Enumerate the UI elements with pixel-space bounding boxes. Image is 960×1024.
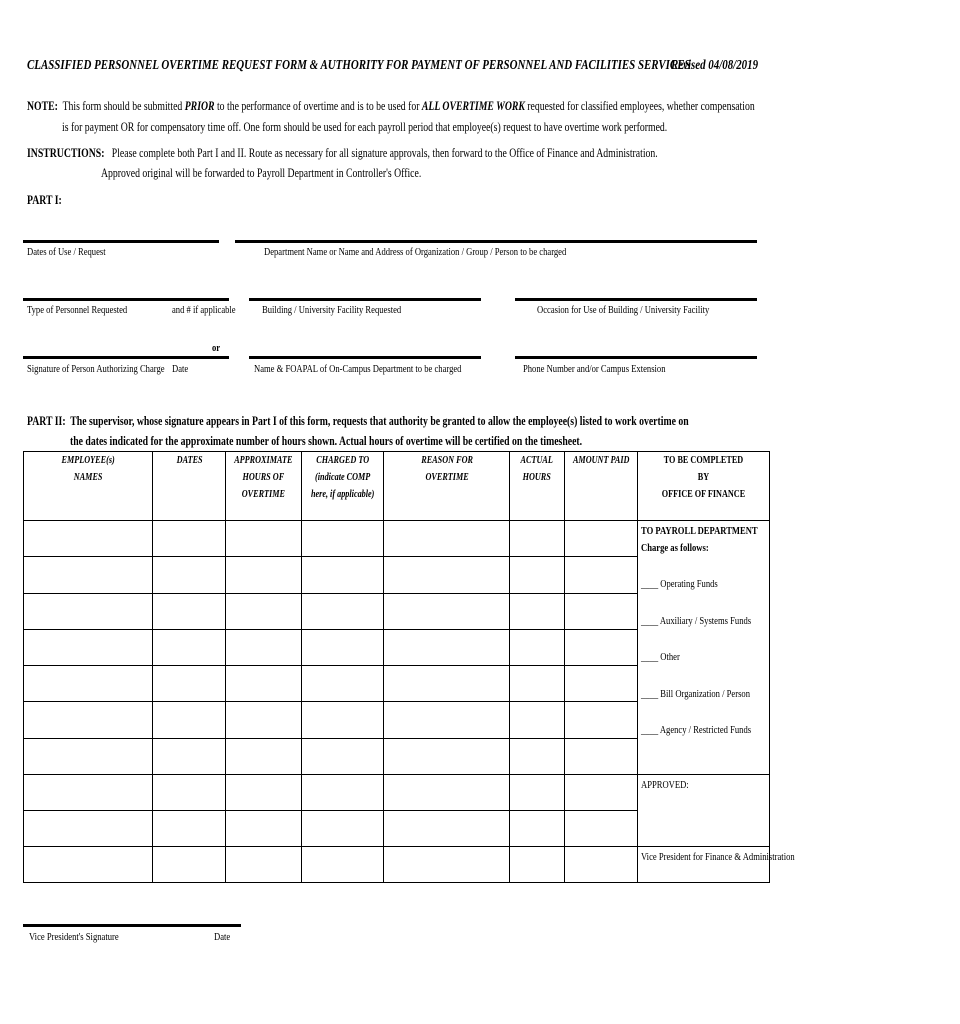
- charge-as-label: Charge as follows:: [641, 542, 709, 554]
- cell-charged-to[interactable]: [302, 775, 384, 811]
- cell-charged-to[interactable]: [302, 593, 384, 629]
- finance-approved-section[interactable]: [638, 775, 770, 847]
- cell-reason[interactable]: [384, 775, 510, 811]
- part2-line-1: PART II: The supervisor, whose signature appears in Part I of this form, requests that authority be granted to allow the employee(s) listed to work overtime on: [27, 414, 689, 428]
- dates-field-line[interactable]: [23, 240, 219, 243]
- part1-heading: PART I:: [27, 193, 62, 207]
- cell-dates[interactable]: [152, 738, 226, 774]
- dates-label: Dates of Use / Request: [27, 246, 106, 258]
- header-employee-names: EMPLOYEE(s) NAMES: [24, 452, 153, 521]
- cell-amount[interactable]: [564, 847, 637, 883]
- signature-label: Signature of Person Authorizing Charge: [27, 363, 165, 375]
- cell-actual-hours[interactable]: [510, 811, 564, 847]
- cell-approx-hours[interactable]: [226, 847, 302, 883]
- cell-dates[interactable]: [152, 811, 226, 847]
- overtime-table: [23, 451, 795, 883]
- cell-employee[interactable]: [24, 666, 153, 702]
- cell-approx-hours[interactable]: [226, 811, 302, 847]
- cell-approx-hours[interactable]: [226, 738, 302, 774]
- revised-date: Revised 04/08/2019: [671, 58, 759, 73]
- vp-signature-line[interactable]: [23, 924, 241, 927]
- part2-label: PART II:: [27, 414, 66, 428]
- cell-approx-hours[interactable]: [226, 521, 302, 557]
- cell-employee[interactable]: [24, 738, 153, 774]
- option-agency-funds[interactable]: ____ Agency / Restricted Funds: [641, 724, 752, 736]
- cell-reason[interactable]: [384, 666, 510, 702]
- cell-amount[interactable]: [564, 557, 637, 593]
- cell-actual-hours[interactable]: [510, 702, 564, 738]
- cell-amount[interactable]: [564, 775, 637, 811]
- note-line-2: is for payment OR for compensatory time off. One form should be used for each payroll period that employee(s) request to have overtime work performed.: [62, 120, 668, 134]
- cell-approx-hours[interactable]: [226, 666, 302, 702]
- instructions-line-2: Approved original will be forwarded to Payroll Department in Controller's Office.: [101, 166, 422, 180]
- department-field-line[interactable]: [235, 240, 757, 243]
- cell-charged-to[interactable]: [302, 629, 384, 665]
- cell-employee[interactable]: [24, 775, 153, 811]
- table-row: [24, 847, 770, 883]
- cell-charged-to[interactable]: [302, 521, 384, 557]
- vp-finance-title: Vice President for Finance & Administration: [641, 851, 795, 863]
- header-actual-hours: ACTUAL HOURS: [510, 452, 564, 521]
- cell-employee[interactable]: [24, 557, 153, 593]
- cell-dates[interactable]: [152, 666, 226, 702]
- cell-actual-hours[interactable]: [510, 738, 564, 774]
- cell-employee[interactable]: [24, 811, 153, 847]
- cell-employee[interactable]: [24, 521, 153, 557]
- date-label: Date: [172, 363, 189, 375]
- cell-employee[interactable]: [24, 847, 153, 883]
- table-row: [24, 521, 770, 557]
- footer-date-label: Date: [214, 931, 231, 943]
- phone-field-line[interactable]: [515, 356, 757, 359]
- header-approx-hours: APPROXIMATE HOURS OF OVERTIME: [226, 452, 302, 521]
- cell-employee[interactable]: [24, 702, 153, 738]
- cell-actual-hours[interactable]: [510, 557, 564, 593]
- cell-reason[interactable]: [384, 593, 510, 629]
- option-auxiliary-funds[interactable]: ____ Auxiliary / Systems Funds: [641, 615, 752, 627]
- cell-charged-to[interactable]: [302, 738, 384, 774]
- cell-charged-to[interactable]: [302, 666, 384, 702]
- cell-dates[interactable]: [152, 557, 226, 593]
- cell-reason[interactable]: [384, 521, 510, 557]
- cell-amount[interactable]: [564, 702, 637, 738]
- table-header-row: [24, 452, 770, 521]
- cell-actual-hours[interactable]: [510, 847, 564, 883]
- cell-amount[interactable]: [564, 593, 637, 629]
- note-line-1: NOTE: This form should be submitted PRIOR to the performance of overtime and is to be used for ALL OVERTIME WORK requested for classified employees, whether compensation: [27, 99, 755, 113]
- finance-payroll-section: [638, 521, 770, 775]
- cell-charged-to[interactable]: [302, 557, 384, 593]
- cell-dates[interactable]: [152, 702, 226, 738]
- cell-charged-to[interactable]: [302, 702, 384, 738]
- or-label: or: [212, 342, 221, 354]
- cell-dates[interactable]: [152, 629, 226, 665]
- cell-amount[interactable]: [564, 521, 637, 557]
- all-overtime-emphasis: ALL OVERTIME WORK: [421, 99, 525, 113]
- cell-reason[interactable]: [384, 557, 510, 593]
- prior-emphasis: PRIOR: [184, 99, 215, 113]
- cell-dates[interactable]: [152, 521, 226, 557]
- option-bill-organization[interactable]: ____ Bill Organization / Person: [641, 688, 751, 700]
- cell-employee[interactable]: [24, 593, 153, 629]
- cell-employee[interactable]: [24, 629, 153, 665]
- cell-approx-hours[interactable]: [226, 593, 302, 629]
- cell-approx-hours[interactable]: [226, 702, 302, 738]
- cell-dates[interactable]: [152, 847, 226, 883]
- cell-amount[interactable]: [564, 811, 637, 847]
- cell-reason[interactable]: [384, 629, 510, 665]
- cell-reason[interactable]: [384, 702, 510, 738]
- cell-actual-hours[interactable]: [510, 521, 564, 557]
- approved-label: APPROVED:: [641, 779, 689, 791]
- part2-line-2: the dates indicated for the approximate number of hours shown. Actual hours of overtime will be certified on the timesheet.: [70, 434, 583, 448]
- cell-dates[interactable]: [152, 775, 226, 811]
- cell-approx-hours[interactable]: [226, 629, 302, 665]
- cell-reason[interactable]: [384, 738, 510, 774]
- header-amount-paid: AMOUNT PAID: [564, 452, 637, 521]
- cell-actual-hours[interactable]: [510, 666, 564, 702]
- phone-label: Phone Number and/or Campus Extension: [523, 363, 666, 375]
- cell-reason[interactable]: [384, 811, 510, 847]
- cell-amount[interactable]: [564, 738, 637, 774]
- to-payroll-label: TO PAYROLL DEPARTMENT: [641, 525, 758, 537]
- option-other[interactable]: ____ Other: [641, 651, 681, 663]
- vp-signature-label: Vice President's Signature: [29, 931, 119, 943]
- personnel-type-field-line[interactable]: [23, 298, 229, 301]
- occasion-field-line[interactable]: [515, 298, 757, 301]
- personnel-type-label: Type of Personnel Requested: [27, 304, 128, 316]
- cell-amount[interactable]: [564, 666, 637, 702]
- cell-amount[interactable]: [564, 629, 637, 665]
- cell-actual-hours[interactable]: [510, 629, 564, 665]
- signature-field-line[interactable]: [23, 356, 229, 359]
- foapal-field-line[interactable]: [249, 356, 481, 359]
- instructions-line-1: INSTRUCTIONS: Please complete both Part I and II. Route as necessary for all signature approvals, then forward to the Office of Finance and Administration.: [27, 146, 658, 160]
- foapal-label: Name & FOAPAL of On-Campus Department to be charged: [254, 363, 462, 375]
- cell-dates[interactable]: [152, 593, 226, 629]
- cell-approx-hours[interactable]: [226, 775, 302, 811]
- finance-vp-title-cell: [638, 847, 795, 883]
- department-label: Department Name or Name and Address of Organization / Group / Person to be charged: [264, 246, 567, 258]
- building-field-line[interactable]: [249, 298, 481, 301]
- table-row: [24, 775, 770, 811]
- cell-actual-hours[interactable]: [510, 593, 564, 629]
- cell-charged-to[interactable]: [302, 847, 384, 883]
- building-label: Building / University Facility Requested: [262, 304, 402, 316]
- note-label: NOTE:: [27, 99, 58, 113]
- cell-actual-hours[interactable]: [510, 775, 564, 811]
- cell-reason[interactable]: [384, 847, 510, 883]
- occasion-label: Occasion for Use of Building / University Facility: [537, 304, 710, 316]
- header-charged-to: CHARGED TO (indicate COMP here, if applicable): [302, 452, 384, 521]
- instructions-label: INSTRUCTIONS:: [27, 146, 105, 160]
- header-reason: REASON FOR OVERTIME: [384, 452, 510, 521]
- header-finance: TO BE COMPLETED BY OFFICE OF FINANCE: [638, 452, 770, 521]
- cell-approx-hours[interactable]: [226, 557, 302, 593]
- header-dates: DATES: [152, 452, 226, 521]
- number-label: and # if applicable: [172, 304, 236, 316]
- option-operating-funds[interactable]: ____ Operating Funds: [641, 578, 718, 590]
- form-title: CLASSIFIED PERSONNEL OVERTIME REQUEST FORM & AUTHORITY FOR PAYMENT OF PERSONNEL AND FACILITIES SERVICES: [27, 58, 691, 73]
- cell-charged-to[interactable]: [302, 811, 384, 847]
